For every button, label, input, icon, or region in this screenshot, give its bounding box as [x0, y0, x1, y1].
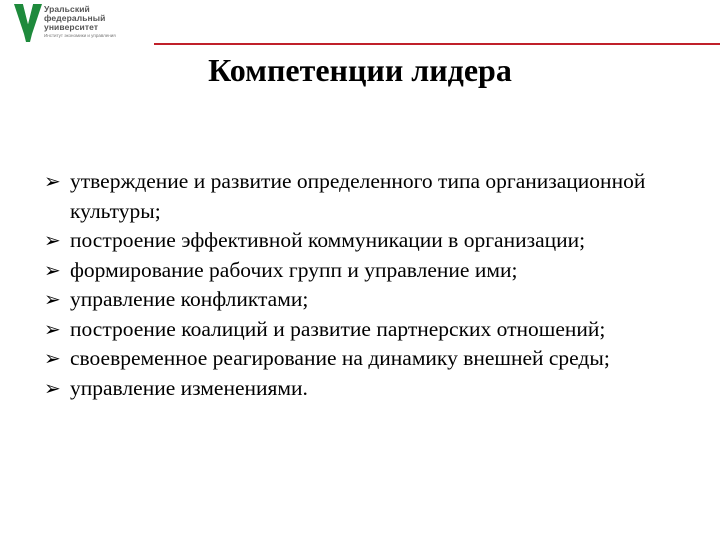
logo-line-3: университет — [44, 22, 99, 32]
list-item-text: построение коалиций и развитие партнерских отношений; — [70, 316, 606, 341]
competency-list — [44, 167, 704, 403]
slide-title-container — [0, 50, 720, 90]
list-item-text: управление изменениями. — [70, 375, 308, 400]
list-item — [44, 374, 704, 404]
list-item-text: формирование рабочих групп и управление ими; — [70, 257, 518, 282]
arrow-bullet-icon: ➢ — [44, 375, 61, 400]
list-item-text: своевременное реагирование на динамику внешней среды; — [70, 346, 610, 370]
logo-line-1: Уральский — [44, 4, 90, 14]
arrow-bullet-icon: ➢ — [44, 346, 61, 370]
list-item — [44, 285, 704, 315]
university-logo-icon — [14, 4, 42, 42]
list-item — [44, 226, 704, 256]
list-item — [44, 256, 704, 286]
list-item-text: утверждение и развитие определенного типа организационной культуры; — [70, 169, 646, 223]
slide-title: Компетенции лидера — [208, 52, 512, 88]
list-item — [44, 167, 704, 226]
arrow-bullet-icon: ➢ — [44, 316, 61, 341]
arrow-bullet-icon: ➢ — [44, 257, 61, 282]
logo-line-2: федеральный — [44, 13, 106, 23]
list-item-text: построение эффективной коммуникации в организации; — [70, 228, 586, 252]
arrow-bullet-icon: ➢ — [44, 287, 61, 311]
logo-subtitle: Институт экономики и управления — [44, 33, 116, 38]
list-item-text: управление конфликтами; — [70, 287, 309, 311]
logo-text — [44, 5, 116, 38]
arrow-bullet-icon: ➢ — [44, 169, 61, 193]
list-item — [44, 315, 704, 345]
list-item — [44, 344, 704, 374]
university-logo — [14, 4, 154, 44]
header-divider — [154, 43, 720, 45]
arrow-bullet-icon: ➢ — [44, 228, 61, 252]
